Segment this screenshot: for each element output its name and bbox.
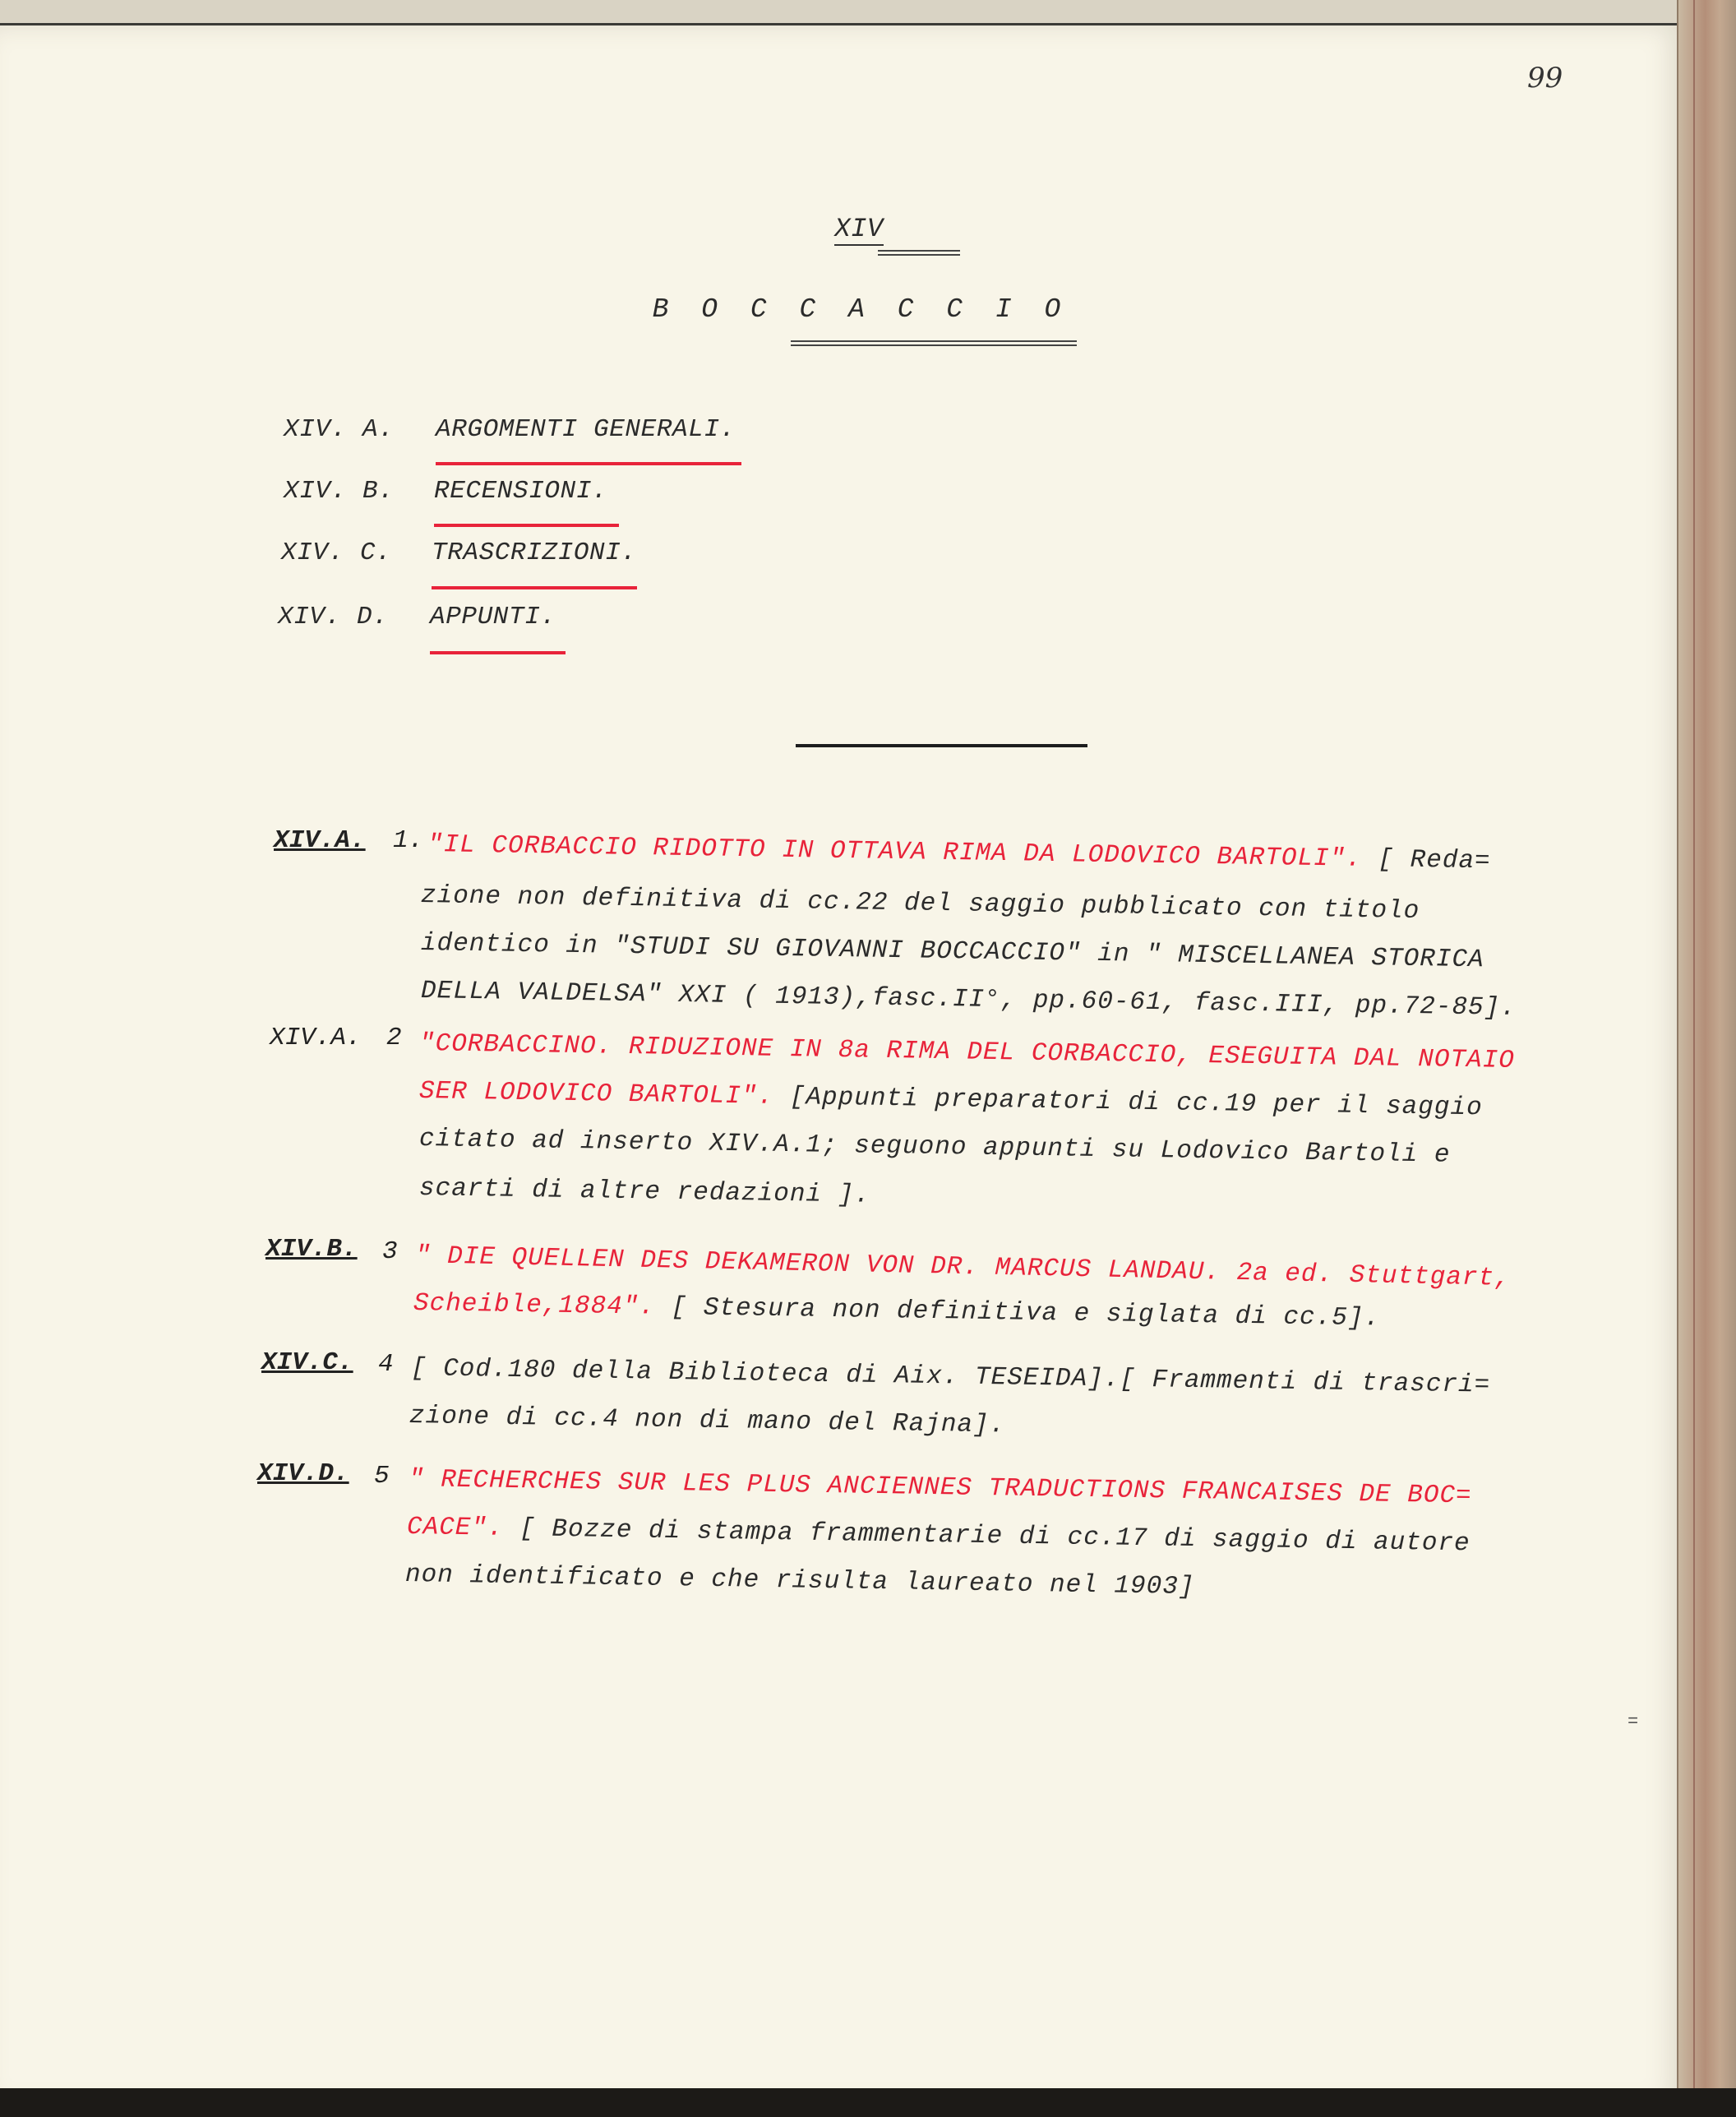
toc-code: XIV. A. — [284, 415, 395, 444]
section-roman-numeral: XIV — [834, 214, 884, 244]
margin-mark: = — [1628, 1712, 1639, 1732]
toc-code: XIV. C. — [281, 538, 392, 567]
page-number: 99 — [1527, 62, 1563, 95]
entry-line: DELLA VALDELSA" XXI ( 1913),fasc.II°, pp.60-61, fasc.III, pp.72-85]. — [420, 977, 1517, 1023]
entry-line: " DIE QUELLEN DES DEKAMERON VON DR. MARCUS LANDAU. 2a ed. Stuttgart, — [414, 1241, 1512, 1293]
entry-line: CACE". [ Bozze di stampa frammentarie di cc.17 di saggio di autore — [406, 1513, 1471, 1559]
entry-number: 5 — [374, 1462, 390, 1491]
section-title: B O C C A C C I O — [652, 294, 1069, 325]
entry-line: citato ad inserto XIV.A.1; seguono appunti su Lodovico Bartoli e — [418, 1125, 1451, 1170]
entry-line: " RECHERCHES SUR LES PLUS ANCIENNES TRADUCTIONS FRANCAISES DE BOC= — [408, 1465, 1472, 1511]
entry-line: SER LODOVICO BARTOLI". [Appunti preparatori di cc.19 per il saggio — [418, 1077, 1483, 1123]
entry-number: 1. — [393, 826, 424, 855]
toc-label: ARGOMENTI GENERALI. — [436, 415, 736, 444]
red-underline — [434, 524, 619, 527]
entry-code: XIV.B. — [265, 1235, 358, 1264]
entry-line: "IL CORBACCIO RIDOTTO IN OTTAVA RIMA DA LODOVICO BARTOLI". [ Reda= — [427, 830, 1491, 876]
entry-number: 3 — [382, 1237, 398, 1266]
entry-line: scarti di altre redazioni ]. — [418, 1174, 871, 1210]
entry-code: XIV.A. — [274, 826, 366, 855]
entry-line: non identificato e che risulta laureato nel 1903] — [404, 1560, 1195, 1602]
toc-label: RECENSIONI. — [434, 477, 608, 506]
separator-rule — [796, 744, 1087, 747]
entry-line: "CORBACCINO. RIDUZIONE IN 8a RIMA DEL CORBACCIO, ESEGUITA DAL NOTAIO — [418, 1029, 1516, 1075]
toc-label: TRASCRIZIONI. — [432, 538, 637, 567]
double-underline — [878, 250, 960, 256]
entry-line: zione di cc.4 non di mano del Rajna]. — [409, 1402, 1006, 1440]
entry-line: identico in "STUDI SU GIOVANNI BOCCACCIO" in " MISCELLANEA STORICA — [420, 929, 1484, 975]
entry-line: zione non definitiva di cc.22 del saggio pubblicato con titolo — [420, 881, 1420, 927]
toc-code: XIV. D. — [278, 603, 389, 631]
entry-code: XIV.C. — [261, 1348, 353, 1377]
red-underline — [436, 462, 741, 465]
toc-label: APPUNTI. — [430, 603, 556, 631]
entry-line: [ Cod.180 della Biblioteca di Aix. TESEIDA].[ Frammenti di trascri= — [410, 1354, 1491, 1400]
scan-border — [0, 2088, 1736, 2117]
toc-code: XIV. B. — [284, 477, 395, 506]
entry-code: XIV.A. — [270, 1024, 362, 1052]
entry-number: 4 — [378, 1350, 394, 1379]
entry-line: Scheible,1884". [ Stesura non definitiva e siglata di cc.5]. — [413, 1289, 1381, 1334]
red-underline — [432, 586, 637, 589]
entry-code: XIV.D. — [257, 1459, 349, 1488]
entry-number: 2 — [386, 1024, 402, 1052]
double-underline — [791, 340, 1077, 346]
red-underline — [430, 651, 566, 654]
